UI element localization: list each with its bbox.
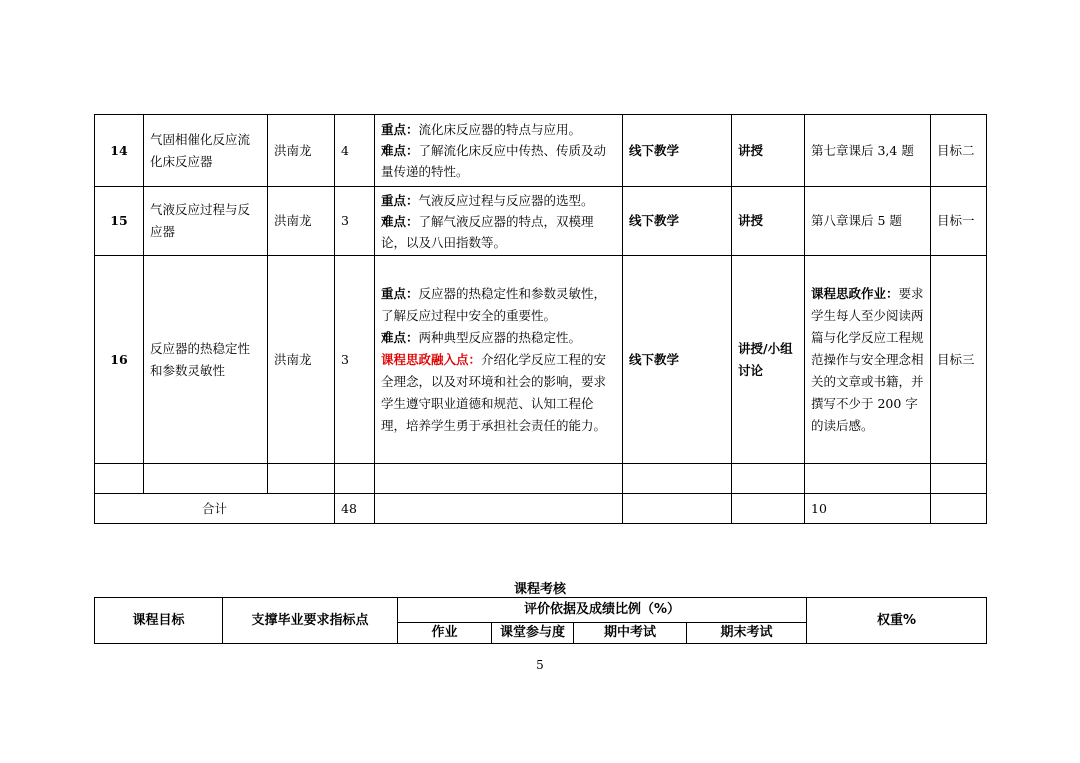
homework-label: 课程思政作业： [811, 285, 899, 301]
total-label: 合计 [95, 494, 335, 524]
key-label: 重点： [381, 122, 419, 137]
topic-cell: 反应器的热稳定性和参数灵敏性 [144, 256, 268, 464]
assessment-table [94, 597, 987, 644]
total-homework: 10 [805, 494, 931, 524]
table-row [95, 115, 987, 187]
empty-cell [623, 494, 732, 524]
difficulty-label: 难点： [381, 143, 419, 158]
content-cell [375, 256, 623, 464]
total-hours: 48 [335, 494, 375, 524]
homework-text: 要求学生每人至少阅读两篇与化学反应工程规范操作与安全理念相关的文章或书籍，并撰写不少于 200 字的读后感。 [811, 285, 924, 433]
sub-col-homework: 作业 [398, 623, 492, 644]
assessment-header-row [95, 598, 987, 623]
empty-cell [931, 464, 987, 494]
empty-cell [144, 464, 268, 494]
empty-cell [732, 464, 805, 494]
key-text: 流化床反应器的特点与应用。 [418, 122, 582, 137]
homework-cell [805, 256, 931, 464]
table-row [95, 256, 987, 464]
empty-cell [95, 464, 144, 494]
homework-cell: 第八章课后 5 题 [805, 187, 931, 256]
difficulty-text: 了解气液反应器的特点，双模理论，以及八田指数等。 [381, 213, 594, 250]
teacher-cell: 洪南龙 [268, 115, 335, 187]
hours-cell: 4 [335, 115, 375, 187]
empty-cell [931, 494, 987, 524]
key-label: 重点： [381, 192, 419, 208]
ideology-label: 课程思政融入点： [381, 351, 482, 367]
key-text: 气液反应过程与反应器的选型。 [418, 192, 594, 208]
difficulty-label: 难点： [381, 213, 419, 229]
row-number: 14 [95, 115, 144, 187]
table-row [95, 187, 987, 256]
empty-cell [623, 464, 732, 494]
sub-col-midterm: 期中考试 [574, 623, 687, 644]
key-label: 重点： [381, 285, 419, 301]
empty-cell [805, 464, 931, 494]
mode-cell: 线下教学 [623, 187, 732, 256]
difficulty-label: 难点： [381, 329, 419, 345]
sub-col-final: 期末考试 [687, 623, 807, 644]
empty-row [95, 464, 987, 494]
ideology-text: 介绍化学反应工程的安全理念，以及对环境和社会的影响，要求学生遵守职业道德和规范、认知工程伦理，培养学生勇于承担社会责任的能力。 [381, 351, 607, 433]
teacher-cell: 洪南龙 [268, 187, 335, 256]
topic-cell: 气液反应过程与反应器 [144, 187, 268, 256]
difficulty-text: 了解流化床反应中传热、传质及动量传递的特性。 [381, 143, 607, 179]
teacher-cell: 洪南龙 [268, 256, 335, 464]
hours-cell: 3 [335, 256, 375, 464]
col-goal-header: 课程目标 [95, 598, 223, 644]
row-number: 15 [95, 187, 144, 256]
empty-cell [335, 464, 375, 494]
col-basis-header: 评价依据及成绩比例（%） [398, 598, 807, 623]
method-cell: 讲授 [732, 115, 805, 187]
goal-cell: 目标二 [931, 115, 987, 187]
empty-cell [375, 494, 623, 524]
content-cell [375, 115, 623, 187]
content-cell [375, 187, 623, 256]
course-schedule-table [94, 114, 987, 524]
method-cell: 讲授/小组讨论 [732, 256, 805, 464]
assessment-caption: 课程考核 [513, 582, 566, 597]
row-number: 16 [95, 256, 144, 464]
empty-cell [732, 494, 805, 524]
sub-col-participation: 课堂参与度 [492, 623, 574, 644]
goal-cell: 目标三 [931, 256, 987, 464]
page-number: 5 [536, 658, 544, 672]
col-support-header: 支撑毕业要求指标点 [223, 598, 398, 644]
mode-cell: 线下教学 [623, 256, 732, 464]
homework-cell: 第七章课后 3,4 题 [805, 115, 931, 187]
hours-cell: 3 [335, 187, 375, 256]
goal-cell: 目标一 [931, 187, 987, 256]
col-weight-header: 权重% [807, 598, 987, 644]
empty-cell [375, 464, 623, 494]
total-row [95, 494, 987, 524]
topic-cell: 气固相催化反应流化床反应器 [144, 115, 268, 187]
difficulty-text: 两种典型反应器的热稳定性。 [418, 329, 582, 345]
empty-cell [268, 464, 335, 494]
method-cell: 讲授 [732, 187, 805, 256]
key-text: 反应器的热稳定性和参数灵敏性，了解反应过程中安全的重要性。 [381, 285, 607, 323]
mode-cell: 线下教学 [623, 115, 732, 187]
